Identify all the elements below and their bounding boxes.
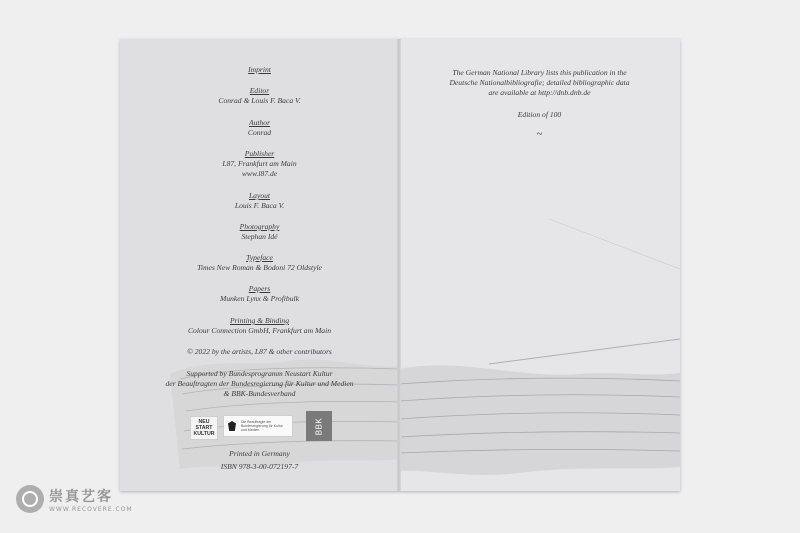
imprint-heading: Imprint	[248, 65, 271, 74]
support-line-1: Supported by Bundesprogramm Neustart Kultur	[186, 369, 333, 378]
editor-section	[120, 86, 399, 106]
isbn: ISBN 978-3-00-072197-7	[220, 462, 299, 471]
library-line-2: Deutsche Nationalbibliografie; detailed bibliographic data	[449, 78, 630, 87]
neustart-kultur-logo: NEU START KULTUR	[190, 416, 218, 440]
crochet-sculpture-right	[399, 39, 680, 491]
papers-value: Munken Lynx & Profibulk	[220, 294, 299, 303]
printing-value: Colour Connection GmbH, Frankfurt am Main	[187, 326, 331, 335]
publisher-website: www.l87.de	[241, 169, 278, 178]
open-book	[120, 39, 680, 491]
ornament-icon: ~	[536, 128, 543, 140]
author-value: Conrad	[247, 128, 272, 137]
editor-value: Conrad & Louis F. Baca V.	[218, 96, 301, 105]
publisher-value: L87, Frankfurt am Main	[222, 159, 297, 168]
photography-heading: Photography	[239, 222, 280, 231]
support-section	[120, 369, 399, 399]
library-line-1: The German National Library lists this publication in the	[452, 68, 627, 77]
typeface-value: Times New Roman & Bodoni 72 Oldstyle	[197, 263, 322, 272]
typeface-section	[120, 253, 399, 273]
printing-heading: Printing & Binding	[229, 316, 290, 325]
left-page	[120, 39, 399, 491]
publisher-heading: Publisher	[244, 149, 275, 158]
library-line-3: are available at http://dnb.dnb.de	[488, 88, 591, 97]
watermark-subtitle: WWW.RECOVERE.COM	[49, 505, 133, 513]
support-line-3: & BBK-Bundesverband	[223, 389, 296, 398]
book-spine	[397, 39, 401, 491]
author-section	[120, 118, 399, 138]
bbk-logo: BBK	[306, 411, 332, 441]
papers-heading: Papers	[248, 284, 271, 293]
watermark	[16, 485, 133, 513]
photography-section	[120, 222, 399, 242]
publisher-section	[120, 149, 399, 179]
printed-in: Printed in Germany	[229, 449, 290, 458]
support-line-2: der Beauftragten der Bundesregierung für Kultur und Medien	[165, 379, 354, 388]
edition-note: Edition of 100	[517, 110, 562, 119]
printing-section	[120, 316, 399, 336]
right-page	[399, 39, 680, 491]
layout-section	[120, 191, 399, 211]
eagle-icon	[228, 421, 236, 431]
federal-commissioner-logo: Die Beauftragte der Bundesregierung für Kultur und Medien	[223, 415, 293, 437]
papers-section	[120, 284, 399, 304]
editor-heading: Editor	[249, 86, 270, 95]
copyright-line: © 2022 by the artists, L87 & other contributors	[187, 347, 332, 356]
author-heading: Author	[248, 118, 271, 127]
library-notice	[399, 68, 680, 98]
printing-info	[120, 449, 399, 472]
watermark-logo-icon	[16, 485, 44, 513]
layout-value: Louis F. Baca V.	[234, 201, 285, 210]
typeface-heading: Typeface	[246, 253, 273, 262]
layout-heading: Layout	[248, 191, 271, 200]
watermark-title: 崇真艺客	[49, 488, 113, 505]
photography-value: Stephan Idé	[241, 232, 278, 241]
